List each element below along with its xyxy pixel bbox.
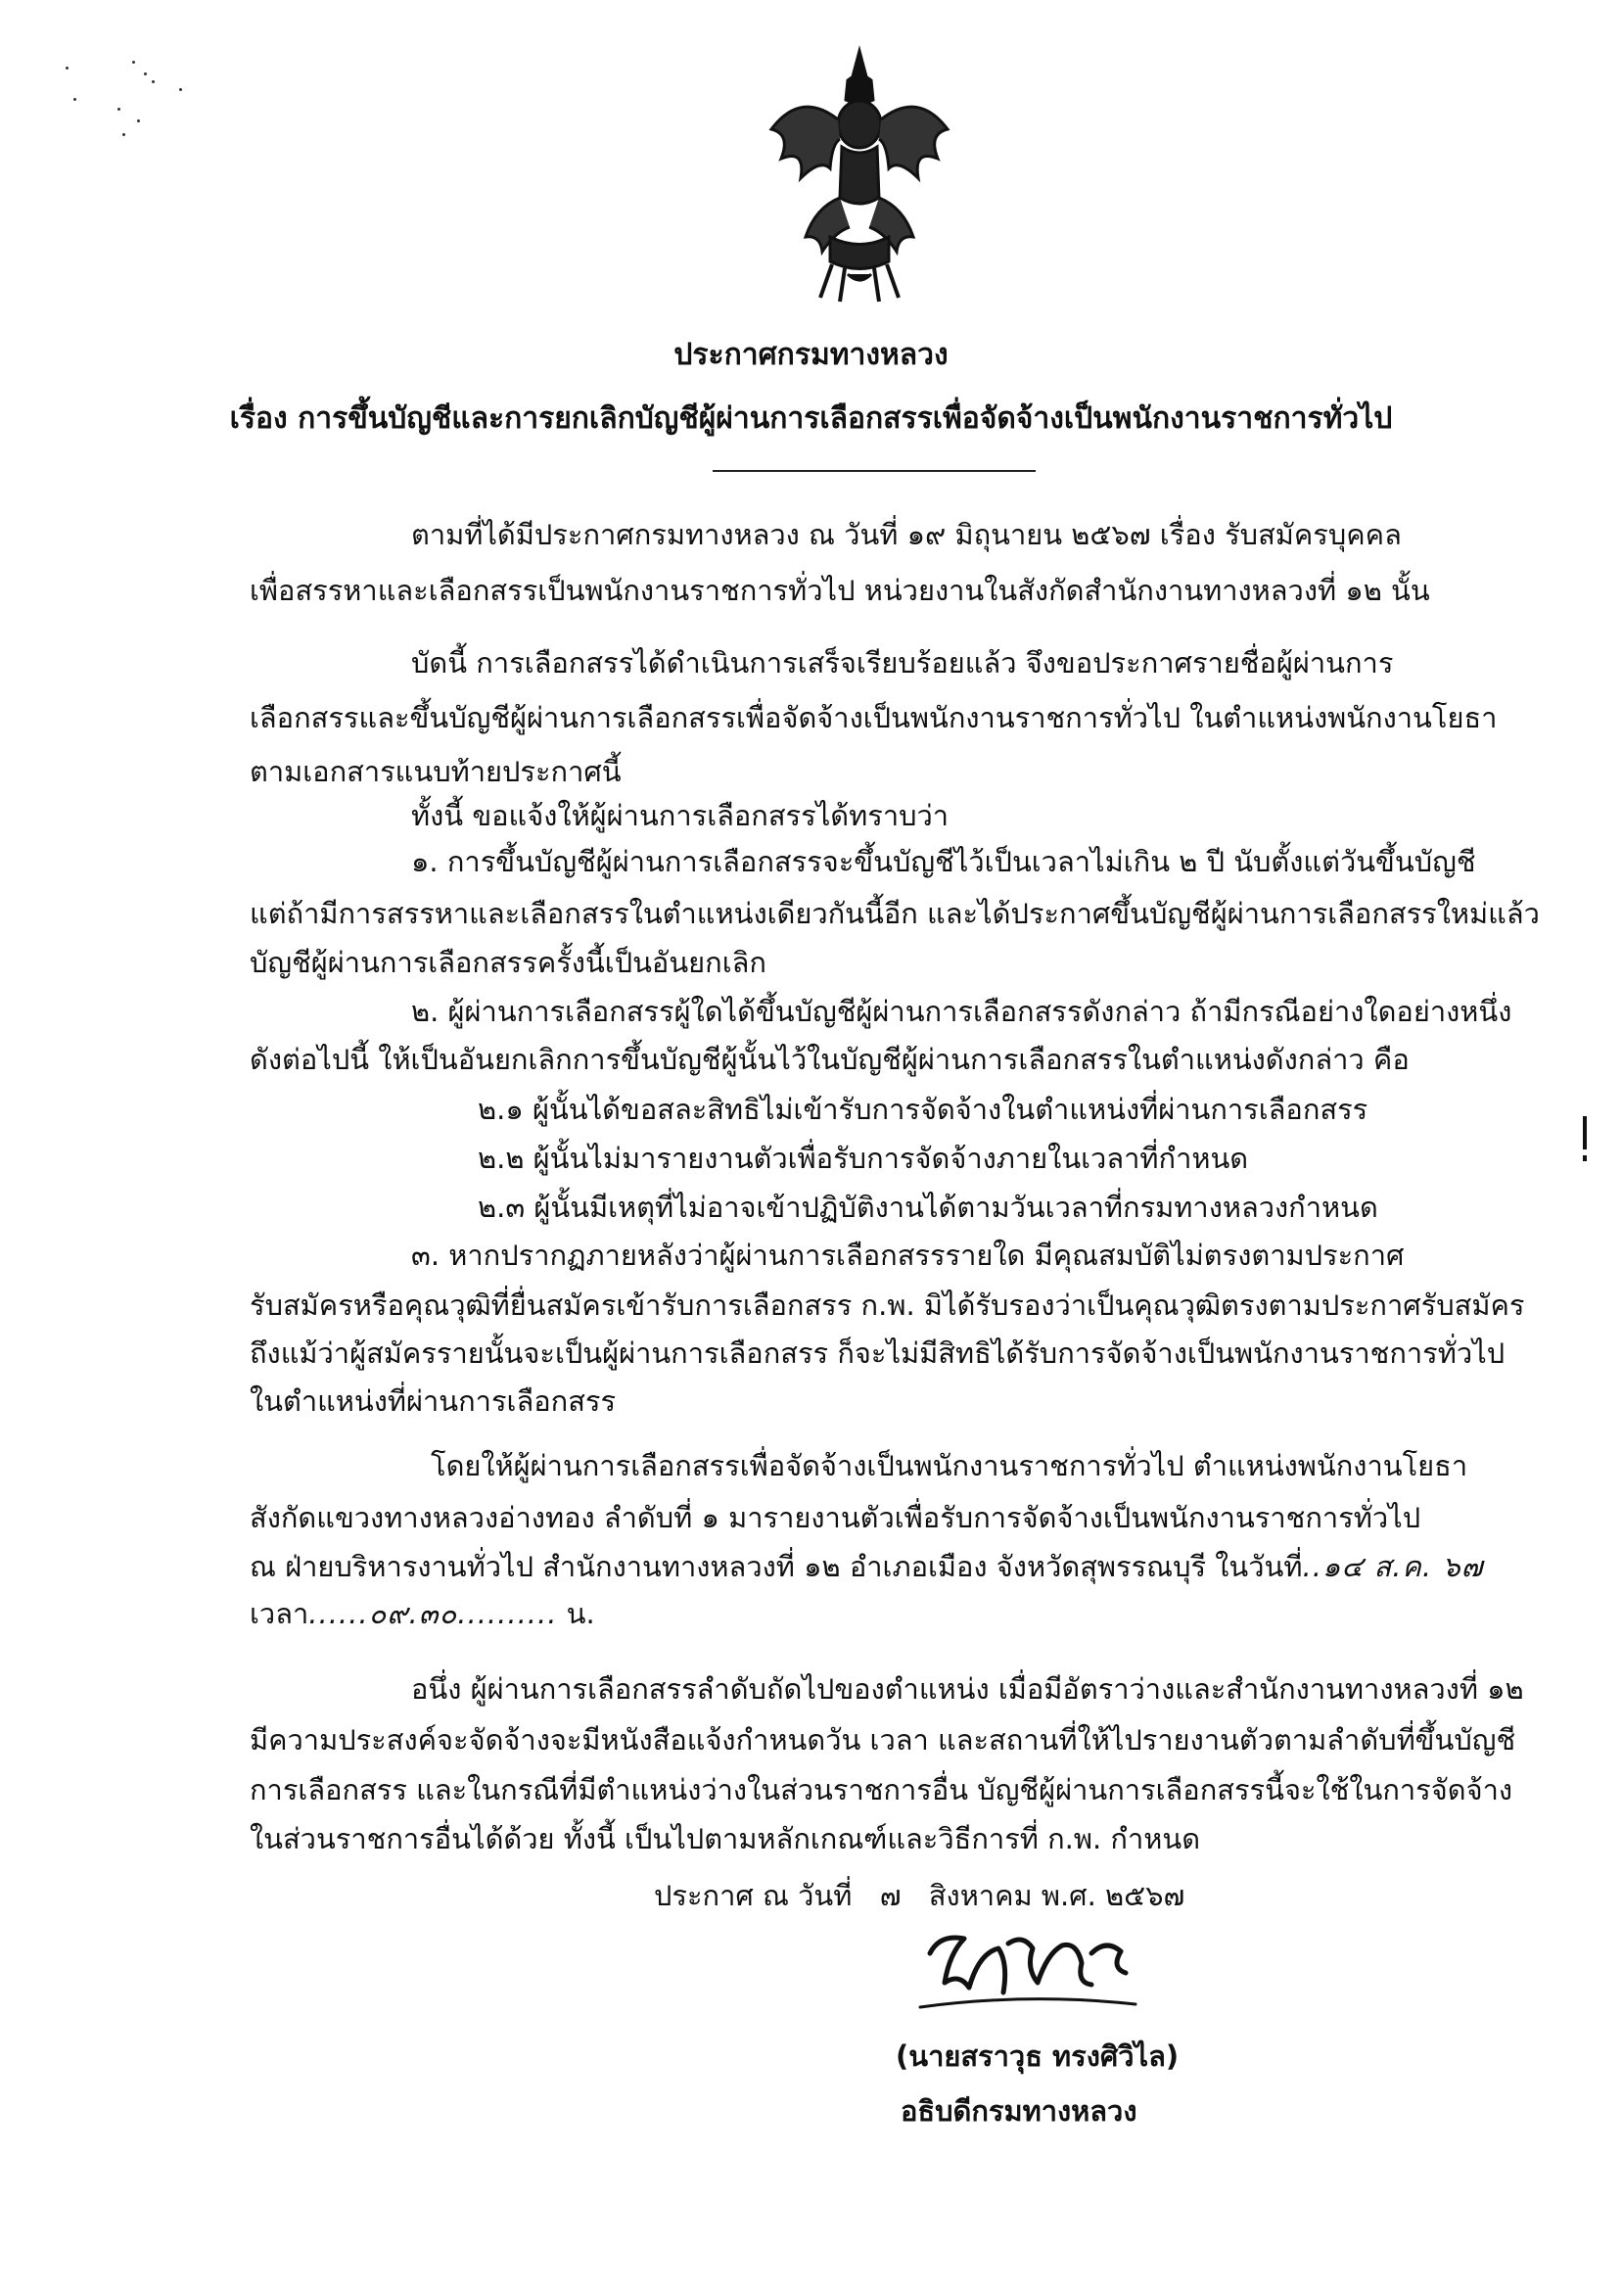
item-3-line-4: ในตำแหน่งที่ผ่านการเลือกสรร [250, 1384, 617, 1418]
paragraph-3-intro: ทั้งนี้ ขอแจ้งให้ผู้ผ่านการเลือกสรรได้ทราบว่า [411, 799, 950, 832]
document-title: ประกาศกรมทางหลวง [673, 338, 949, 372]
handwritten-signature [910, 1914, 1145, 2032]
paragraph-4-line-2: สังกัดแขวงทางหลวงอ่างทอง ลำดับที่ ๑ มารายงานตัวเพื่อรับการจัดจ้างเป็นพนักงานราชการทั่วไป [250, 1501, 1421, 1534]
item-3-line-2: รับสมัครหรือคุณวุฒิที่ยื่นสมัครเข้ารับการเลือกสรร ก.พ. มิได้รับรองว่าเป็นคุณวุฒิตรงตามประกาศรับสมัคร [250, 1289, 1525, 1322]
item-3-line-1: ๓. หากปรากฏภายหลังว่าผู้ผ่านการเลือกสรรรายใด มีคุณสมบัติไม่ตรงตามประกาศ [411, 1239, 1405, 1272]
paragraph-2-line-1: บัดนี้ การเลือกสรรได้ดำเนินการเสร็จเรียบร้อยแล้ว จึงขอประกาศรายชื่อผู้ผ่านการ [411, 646, 1394, 679]
report-location-text: ณ ฝ่ายบริหารงานทั่วไป สำนักงานทางหลวงที่ ๑๒ อำเภอเมือง จังหวัดสุพรรณบุรี ในวันที่ [250, 1550, 1303, 1583]
signatory-name: (นายสราวุธ ทรงศิวิไล) [896, 2039, 1180, 2073]
item-1-line-1: ๑. การขึ้นบัญชีผู้ผ่านการเลือกสรรจะขึ้นบัญชีไว้เป็นเวลาไม่เกิน ๒ ปี นับตั้งแต่วันขึ้นบัญชี [411, 845, 1476, 878]
scan-speckles [54, 59, 201, 147]
paragraph-1-line-2: เพื่อสรรหาและเลือกสรรเป็นพนักงานราชการทั่วไป หน่วยงานในสังกัดสำนักงานทางหลวงที่ ๑๒ นั้น [250, 574, 1430, 607]
report-date-handwritten: ..๑๔ ส.ค. ๖๗ [1302, 1550, 1484, 1583]
paragraph-5-line-2: มีความประสงค์จะจัดจ้างจะมีหนังสือแจ้งกำหนดวัน เวลา และสถานที่ให้ไปรายงานตัวตามลำดับที่ขึ้นบัญชี [250, 1723, 1516, 1757]
margin-mark [1583, 1116, 1587, 1149]
item-3-line-3: ถึงแม้ว่าผู้สมัครรายนั้นจะเป็นผู้ผ่านการเลือกสรร ก็จะไม่มีสิทธิได้รับการจัดจ้างเป็นพนักงานราชการทั่วไป [250, 1336, 1506, 1370]
item-1-line-3: บัญชีผู้ผ่านการเลือกสรรครั้งนี้เป็นอันยกเลิก [250, 946, 766, 979]
paragraph-4-line-3 [250, 1547, 1483, 1586]
document-subject: เรื่อง การขึ้นบัญชีและการยกเลิกบัญชีผู้ผ่านการเลือกสรรเพื่อจัดจ้างเป็นพนักงานราชการทั่วไป [229, 401, 1393, 436]
paragraph-2-line-3: ตามเอกสารแนบท้ายประกาศนี้ [250, 755, 622, 788]
paragraph-5-line-3: การเลือกสรร และในกรณีที่มีตำแหน่งว่างในส่วนราชการอื่น บัญชีผู้ผ่านการเลือกสรรนี้จะใช้ในการจัดจ้าง [250, 1773, 1513, 1806]
paragraph-2-line-2: เลือกสรรและขึ้นบัญชีผู้ผ่านการเลือกสรรเพื่อจัดจ้างเป็นพนักงานราชการทั่วไป ในตำแหน่งพนักงานโยธา [250, 701, 1498, 734]
title-divider [713, 470, 1036, 472]
garuda-emblem-icon [762, 41, 957, 305]
paragraph-1-line-1: ตามที่ได้มีประกาศกรมทางหลวง ณ วันที่ ๑๙ มิถุนายน ๒๕๖๗ เรื่อง รับสมัครบุคคล [411, 518, 1402, 551]
paragraph-5-line-1: อนึ่ง ผู้ผ่านการเลือกสรรลำดับถัดไปของตำแหน่ง เมื่อมีอัตราว่างและสำนักงานทางหลวงที่ ๑๒ [411, 1672, 1524, 1706]
item-2-3: ๒.๓ ผู้นั้นมีเหตุที่ไม่อาจเข้าปฏิบัติงานได้ตามวันเวลาที่กรมทางหลวงกำหนด [478, 1191, 1378, 1224]
signatory-position: อธิบดีกรมทางหลวง [901, 2094, 1137, 2128]
report-time-handwritten: ......๐๙.๓๐.......... [308, 1597, 558, 1630]
item-2-line-2: ดังต่อไปนี้ ให้เป็นอันยกเลิกการขึ้นบัญชีผู้นั้นไว้ในบัญชีผู้ผ่านการเลือกสรรในตำแหน่งดังกล่าว คือ [250, 1043, 1410, 1076]
item-2-line-1: ๒. ผู้ผ่านการเลือกสรรผู้ใดได้ขึ้นบัญชีผู้ผ่านการเลือกสรรดังกล่าว ถ้ามีกรณีอย่างใดอย่างหนึ่ง [411, 995, 1512, 1028]
report-time-label: เวลา [250, 1597, 309, 1630]
report-time-unit: น. [557, 1597, 595, 1630]
item-1-line-2: แต่ถ้ามีการสรรหาและเลือกสรรในตำแหน่งเดียวกันนี้อีก และได้ประกาศขึ้นบัญชีผู้ผ่านการเลือกสรรใหม่แล้ว [250, 897, 1540, 930]
paragraph-5-line-4: ในส่วนราชการอื่นได้ด้วย ทั้งนี้ เป็นไปตามหลักเกณฑ์และวิธีการที่ ก.พ. กำหนด [250, 1822, 1201, 1855]
dateline-prefix: ประกาศ ณ วันที่ [654, 1879, 853, 1912]
paragraph-4-line-1: โดยให้ผู้ผ่านการเลือกสรรเพื่อจัดจ้างเป็นพนักงานราชการทั่วไป ตำแหน่งพนักงานโยธา [431, 1449, 1468, 1482]
dateline-month-year: สิงหาคม พ.ศ. ๒๕๖๗ [928, 1879, 1185, 1912]
item-2-1: ๒.๑ ผู้นั้นได้ขอสละสิทธิไม่เข้ารับการจัดจ้างในตำแหน่งที่ผ่านการเลือกสรร [478, 1093, 1368, 1126]
item-2-2: ๒.๒ ผู้นั้นไม่มารายงานตัวเพื่อรับการจัดจ้างภายในเวลาที่กำหนด [478, 1142, 1249, 1175]
paragraph-4-line-4 [250, 1594, 595, 1633]
margin-mark-dot [1583, 1155, 1587, 1161]
announcement-dateline [654, 1876, 1184, 1915]
dateline-day: ๗ [879, 1879, 902, 1912]
